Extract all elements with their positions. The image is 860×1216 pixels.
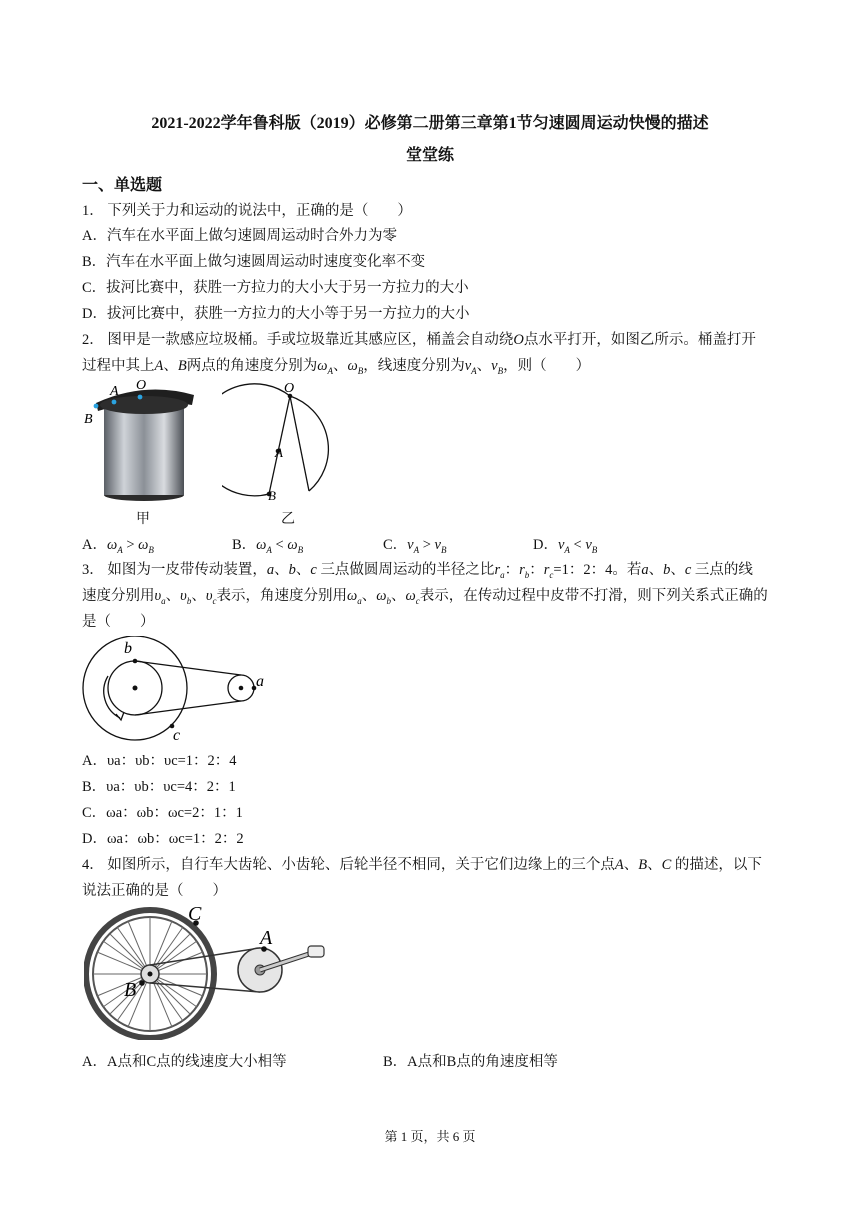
trash-can-figure <box>84 375 204 510</box>
trash-label-o: O <box>136 378 147 393</box>
q2-option-d: D．$v_A < v_B$ <box>533 537 598 555</box>
q2-stem-part: ，则（ ） <box>503 358 591 374</box>
trash-label-b: B <box>84 412 93 427</box>
section-heading: 一、单选题 <box>82 177 163 194</box>
q2-stem-line1 <box>82 328 756 349</box>
q2-option-c: C．$v_A > v_B$ <box>383 537 447 555</box>
q4-option-b: B．A点和B点的角速度相等 <box>383 1054 558 1070</box>
page-footer: 第 1 页，共 6 页 <box>384 1129 476 1144</box>
q2-sep: 、 <box>163 358 178 374</box>
q2-stem-part: 两点的角速度分别为 <box>186 358 318 374</box>
q3-stem-line3: 是（ ） <box>82 614 155 630</box>
figure-caption-yi: 乙 <box>281 512 295 527</box>
lid-geometry-figure <box>222 382 352 507</box>
q1-option-a: A．汽车在水平面上做匀速圆周运动时合外力为零 <box>82 228 397 244</box>
q1-option-c: C．拔河比赛中，获胜一方拉力的大小大于另一方拉力的大小 <box>82 280 469 296</box>
q2-option-b: B．$\omega_A < \omega_B$ <box>232 537 304 555</box>
q2-stem-part: ，线速度分别为 <box>363 358 465 374</box>
q1-option-d: D．拔河比赛中，获胜一方拉力的大小等于另一方拉力的大小 <box>82 306 470 322</box>
q2-option-a: A．$\omega_A > \omega_B$ <box>82 537 154 555</box>
belt-label-b: b <box>124 640 132 657</box>
geom-label-a: A <box>275 445 283 460</box>
q2-point-a: A <box>154 358 164 374</box>
q4-stem-line2: 说法正确的是（ ） <box>82 883 227 899</box>
q3-stem-line2: 速度分别用$\upsilon_a$、$\upsilon_b$、$\upsilon_c$表示，角速度分别用$\omega_a$、$\omega_b$、$\omega_c$表示，在传动过程中皮带不打滑，则下列关系式正确的 <box>82 588 768 606</box>
q1-option-b: B．汽车在水平面上做匀速圆周运动时速度变化率不变 <box>82 254 426 270</box>
bicycle-gear-figure <box>84 900 334 1040</box>
q3-option-d: D．ωa：ωb：ωc=1：2：2 <box>82 831 244 847</box>
q4-option-a: A．A点和C点的线速度大小相等 <box>82 1054 287 1070</box>
q3-option-b: B．υa：υb：υc=4：2：1 <box>82 779 236 795</box>
page-title: 2021-2022学年鲁科版（2019）必修第二册第三章第1节匀速圆周运动快慢的描述 <box>151 115 709 132</box>
q2-stem-line2: 过程中其上A、B两点的角速度分别为$\omega_A$、$\omega_B$，线速度分别为$v_A$、$v_B$，则（ ） <box>82 358 591 376</box>
q3-option-c: C．ωa：ωb：ωc=2：1：1 <box>82 805 243 821</box>
q2-point-o: O <box>513 332 524 348</box>
figure-caption-jia: 甲 <box>136 512 150 527</box>
trash-label-a: A <box>110 384 119 399</box>
q2-stem-part: 过程中其上 <box>82 358 155 374</box>
geom-label-o: O <box>284 382 295 396</box>
bike-label-b: B <box>124 979 137 1001</box>
belt-drive-figure <box>80 636 270 744</box>
q3-option-a: A．υa：υb：υc=1：2：4 <box>82 753 237 769</box>
page-subtitle: 堂堂练 <box>405 147 454 164</box>
q2-point-b: B <box>177 358 187 374</box>
q3-stem-line1: 3． 如图为一皮带传动装置，a、b、c 三点做圆周运动的半径之比$r_a$：$r_b$：$r_c=1$：2：4。若a、b、c 三点的线 <box>82 562 753 580</box>
q4-stem-line1: 4． 如图所示，自行车大齿轮、小齿轮、后轮半径不相同，关于它们边缘上的三个点A、B、C 的描述，以下 <box>82 857 762 873</box>
bike-label-a: A <box>260 927 273 949</box>
belt-label-a: a <box>256 673 264 690</box>
bike-label-c: C <box>188 903 202 925</box>
q2-stem-part: 2． 图甲是一款感应垃圾桶。手或垃圾靠近其感应区，桶盖会自动绕 <box>82 332 514 348</box>
belt-label-c: c <box>173 727 181 744</box>
q2-stem-part: 点水平打开，如图乙所示。桶盖打开 <box>523 332 756 348</box>
q1-stem: 1． 下列关于力和运动的说法中，正确的是（ ） <box>82 203 412 219</box>
geom-label-b: B <box>268 488 276 503</box>
